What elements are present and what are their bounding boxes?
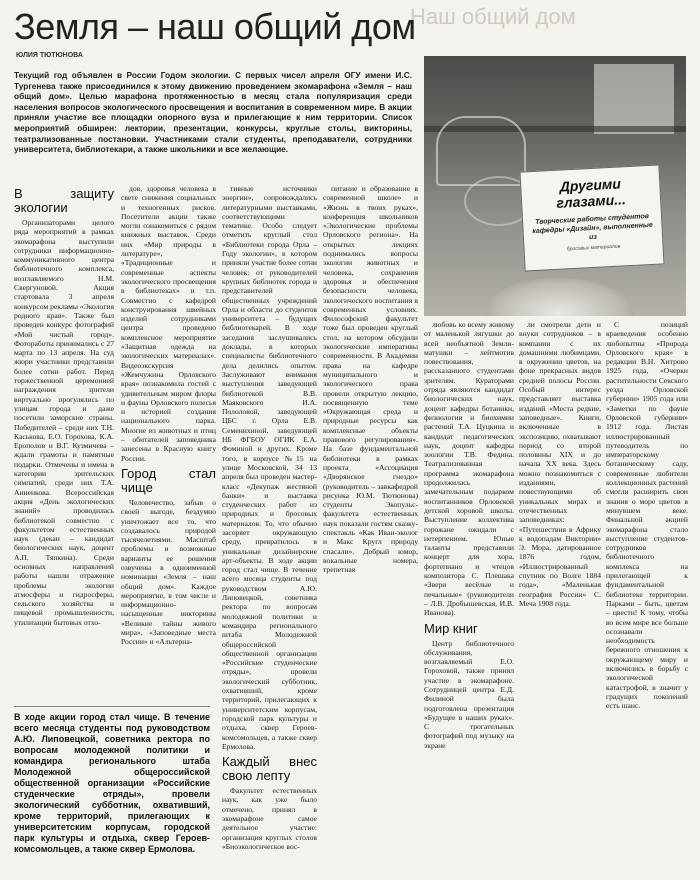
- highlight-box: В ходе акции город стал чище. В течение всего месяца студенты под руководством А.Ю. Липовецкой, советника ректора по вопросам молодежной политики и командира регионального штаба Молодежной общероссийской общественной организации «Российские студенческие отряды», провели экологический субботник, охвативший, кроме территорий, прилегающих к университетским корпусам, городской парк культуры и отдыха, сквер Героев-комсомольцев, а также сквер Ермолова.: [14, 712, 210, 854]
- column-6-text: ли смотрели дети и внуки сотрудников – в компании с их домашними любимцами, в окружении цветов, на фоне прекрасных видов средней полосы России. Особый интерес представляет выставка изданий «Места редкие, заповедные». Книги, включенные в экспозицию, охватывают период со второй половины XIX и до начала XX века. Здесь можно познакомиться с изданиями, повествующими об уникальных мирах и отечественных заповедниках: «Путешествия в Африку к водопадам Виктории» Э. Мора, датированное 1876 годом, «Иллюстрированный спутник по Волге 1884 года», «Маленькая география России» С. Меча 1908 года.: [519, 320, 601, 608]
- exhibition-sign-title: Другими глазами...: [555, 175, 627, 211]
- column-1-text: Организаторами целого ряда мероприятий в рамках экомарафона выступили сотрудники информационно-коммуникативного центра библиотечного комплекса, возглавляемого Н.М. Свергуновой. Акция стартовала 3 апреля конкурсом рекламы «Экология родного края». Также был проведен конкурс фотографий «Мой чистый город». Фотоработы принимались с 27 марта по 13 апреля. На суд жюри участники представили более сотни работ. Перед торжественной церемонией награждения зрители виртуально прогулялись по улицам города и даже посетили заморские страны. Победителей – среди них Т.Н. Каськова, Е.О. Горохова, К.А. Ерополов и В.Г. Кузмичева – ждали грамоты и памятные подарки. Отмечены и имена в категории зрительских симпатий, среди них Т.А. Анненкова. Всероссийская акция «День экологических знаний» проводилась библиотекой совместно с факультетом естественных наук (декан – кандидат биологических наук, доцент А.П. Тяпкина). Среди основных направлений работы нашли отражение проблемы экологии атмосферы и гидросферы, сельского хозяйства и пищевой промышленности, утилизации бытовых отхо-: [14, 218, 114, 627]
- photo-bowl-shape: [484, 278, 634, 316]
- sidebar-divider: [14, 706, 210, 707]
- article-headline: Земля – наш общий дом: [14, 6, 416, 47]
- column-4: [323, 184, 418, 874]
- column-1: [14, 183, 114, 703]
- exhibition-sign-note: бросовых материалов: [566, 243, 621, 253]
- subhead-ecology-defense: В защиту экологии: [14, 186, 114, 215]
- photo-art-object-shape: [436, 116, 526, 186]
- article-author: ЮЛИЯ ТЮТЮНОВА: [16, 52, 83, 59]
- column-5: [424, 320, 514, 880]
- adjacent-article-heading: Наш общий дом: [410, 4, 576, 29]
- column-2-text-2: Человечество, забыв о своей выгоде, бездумно уничтожает все то, что создавалось природой тысячелетиями. Масштаб проблемы и возможные варианты ее решения озвучены в одноименной номинации «Земля – наш общий дом». Каждое мероприятие, в том числе и информационно-насыщенные викторины «Великие тайны живого мира», «Заповедные места России» и «Альтерна-: [121, 497, 216, 647]
- subhead-world-of-books: Мир книг: [424, 620, 478, 636]
- column-5-text-2: Центр библиотечного обслуживания, возглавляемый Е.О. Гороховой, также принял участие в экомарафоне. Сотрудницей центра Е.Д. Филиной была подготовлена презентация «Будущее в наших руках». С трогательных фотографий под музыку на экране: [424, 638, 514, 750]
- column-6: [519, 320, 601, 880]
- article-lead: Текущий год объявлен в России Годом экологии. С первых чисел апреля ОГУ имени И.С. Тургенева также присоединился к этому движению проведением экомарафона «Земля – наш общий дом». Целью марафона протяженностью в месяц стала популяризация среди населения вопросов экологического просвещения и воспитания в современном мире. В акции приняли участие все площадки опорного вуза и прилегающие к ним территории. Список мероприятий обширен: лектории, презентации, конкурсы, круглые столы, викторины, театрализованные постановки. Участниками стали студенты, преподаватели, сотрудники университета, библиотекари, а также школьники и все желающие.: [14, 70, 412, 155]
- column-3-text-2: Факультет естественных наук, как уже было отмечено, принял в экомарафоне самое деятельное участие: организация круглых столов «Биоэкологическое вос-: [222, 786, 317, 851]
- column-4-text: питание и образование в современной школе» и «Жизнь в твоих руках», конференция школьников «Экологические проблемы Орловского региона». На открытых лекциях поднимались вопросы экологии животных и человека, сохранения здоровья и обеспечения безопасности человека, экологического воспитания в современных условиях. Философский факультет тоже был проведен круглый стол, на котором обсудили экологические императивы современности. В Академии права на кафедре муниципального и экологического права провели открытую лекцию, посвященную теме «Окружающая среда и природные ресурсы как комплексные объекты правового регулирования». На базе фундаментальной библиотеки в рамках проекта «Ассоциация «Дворянское гнездо» (руководитель – завкафедрой рисунка Ю.М. Тютюнова) студенты Экопульс-факультета естественных наук показали гостям сказку-спектакль «Как Иван-эколог и Макс Кругл природу спасали». Добрый юмор, вокальные номера, трепетная: [323, 184, 418, 575]
- exhibition-sign: [519, 164, 664, 271]
- column-7-text: С позиций краеведения особенно любопытны «Природа Орловского края» в редакции В.Н. Хитрово 1925 года, «Очерки растительности Севского уезда Орловской губернии» 1905 года или «Заметки по фауне Орловской губернии» 1912 года. Листая иллюстрированный путеводитель по императорскому ботаническому саду, современные любители коллекционных растений смогли расширить свои знания о море цветов в минувшем веке. Финальной акцией экомарафона стало выступление студентов-сотрудников библиотечного комплекса на прилегающей к фундаментальной библиотеке территории. Парками – быть, цветам – цвести! К тому, чтобы во всем мире все больше осознавали необходимость бережного отношения к окружающему миру и включились в борьбу с экологической катастрофой, в значит у градущих поколений есть шанс.: [606, 320, 688, 711]
- column-3: [222, 184, 317, 874]
- article-photo: [424, 56, 686, 316]
- column-7: [606, 320, 688, 880]
- exhibition-sign-subtitle: Творческие работы студентов кафедры «Дизайн», выполненные из: [532, 213, 654, 242]
- photo-window-shape: [594, 64, 674, 134]
- column-3-text: тивные источники энергии», сопровождались литературными выставками, соответствующими тематике. Особо следует отметить круглый стол «Библиотеки города Орла – Году экологии», в котором приняли участие более сотни человек: от руководителей крупных библиотек города и представителей общественных учреждений Орла и области до студентов университета – будущих библиотекарей. В ходе заседания заслушивались доклады, в которых специалисты библиотечного дела делились опытом. Заслуживают внимания выступления заведующей библиотекой В.В. Маяковского И.А. Пололовой, заведующей ЦБС г. Орла Е.В. Семенихиной, заведующей НБ ФГБОУ ОГИК Е.А. Фоминой и других. Кроме того, в корпусе №15 на улице Московской, 34 13 апреля был проведен мастер-класс «Декупаж жестяной банки» и выставка студенческих работ из природных и бросовых материалов. То, что обычно засоряет окружающую среду, превратилось в уникальные дизайнерские арт-объекты. В ходе акции город стал чище. В течение всего месяца студенты под руководством А.Ю. Липовецкой, советника ректора по вопросам молодежной политики и командира регионального штаба Молодежной общероссийской общественной организации «Российские студенческие отряды», провели экологический субботник, охвативший, кроме территорий, прилегающих к университетским корпусам, городской парк культуры и отдыха, сквер Героев-комсомольцев, а также сквер Ермолова.: [222, 184, 317, 751]
- subhead-contribution: Каждый внес свою лепту: [222, 754, 317, 784]
- column-2-text: дов, здоровья человека в свете снижения социальных и техногенных рисков. Посетители акции также могли ознакомиться с рядом книжных выставок. Среди них «Мир природы в литературе», «Традиционные и современные аспекты экологического просвещения в библиотеках» и т.п. Совместно с кафедрой конструирования швейных изделий сотрудниками центра проведено комплексное мероприятие «Защитная одежда на экологических материалах». Видеоэкскурсия «Жемчужина Орловского края» познакомила гостей с удивительным миром флоры и фауны Орловского полесья и историей создания национального парка. Многие из животных и птиц – обитателей заповедника занесены в Красную книгу России.: [121, 184, 216, 463]
- subhead-city-cleaner: Город стал чище: [121, 465, 216, 495]
- column-5-text: любовь ко всему живому от маленькой лягушки до всей необъятной Земли-матушки – лейтмотив повествования, рассказанного студентами зрителям. Кураторами отряда являются кандидат биологических наук, доцент кафедры ботаники, физиологии и биохимии растений Т.А. Цуцкина и кандидат педагогических наук, доцент кафедры зоологии Т.В. Федина. Театрализованная программа экомарафона продолжилась замечательным подарком воспитанников Орловской детской хоровой школы. Выступление коллектива горожане ожидали с нетерпением. Юные таланты представили концерт для хора, фортепиано и чтецов композитора С. Плешака «Звери весёлые и печальные» (руководители – Л.В. Дробышевская, И.В. Иванова).: [424, 320, 514, 618]
